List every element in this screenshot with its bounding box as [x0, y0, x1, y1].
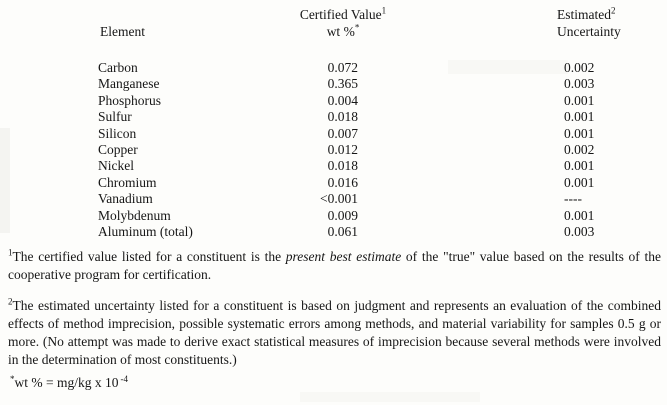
footnote-text-italic: present best estimate [285, 249, 402, 264]
element-name: Nickel [98, 158, 134, 174]
footnote-marker-2: 2 [8, 296, 13, 307]
certified-value: 0.007 [327, 125, 358, 141]
footnote-wt-percent-definition [8, 374, 661, 392]
certified-value: 0.018 [327, 109, 358, 125]
certified-value: 0.061 [327, 223, 358, 239]
table-row [0, 175, 667, 191]
estimated-uncertainty: ---- [564, 191, 582, 207]
estimated-uncertainty: 0.001 [564, 158, 595, 174]
element-name: Vanadium [98, 191, 153, 207]
certified-value: 0.365 [327, 76, 358, 92]
certified-value: 0.018 [327, 158, 358, 174]
footnote-text: of the "true" value based on the results of the cooperative program for certification. [8, 249, 661, 282]
footnote-text: The certified value listed for a constituent is the [12, 249, 286, 264]
certified-value-title-text: Certified Value [299, 7, 382, 22]
element-table-body [0, 60, 667, 240]
footnote-certified-value [8, 248, 661, 284]
certified-value: 0.012 [327, 141, 358, 157]
table-row [0, 126, 667, 142]
element-name: Carbon [98, 60, 138, 75]
estimated-uncertainty: 0.002 [564, 60, 595, 75]
estimated-uncertainty: 0.002 [564, 141, 595, 157]
element-name: Phosphorus [98, 92, 162, 108]
estimated-uncertainty: 0.001 [564, 207, 595, 223]
table-row [0, 208, 667, 224]
certified-value: 0.004 [327, 92, 358, 108]
table-row [0, 158, 667, 174]
footnote-marker-asterisk: * [10, 373, 15, 384]
estimated-uncertainty: 0.001 [564, 125, 595, 141]
exponent: -4 [120, 373, 128, 384]
element-name: Manganese [98, 76, 160, 92]
element-name: Aluminum (total) [98, 223, 193, 239]
certified-value: 0.016 [327, 174, 358, 190]
element-name: Sulfur [98, 109, 132, 125]
estimated-uncertainty: 0.003 [564, 223, 595, 239]
column-header-certified-value [243, 6, 443, 40]
certified-value-unit [243, 23, 443, 40]
certified-value: 0.009 [327, 207, 358, 223]
table-row [0, 191, 667, 207]
column-header-estimated-uncertainty [557, 6, 621, 40]
element-name: Silicon [98, 125, 137, 141]
table-row [0, 60, 667, 76]
table-row [0, 109, 667, 125]
element-name: Chromium [98, 174, 157, 190]
estimated-uncertainty: 0.001 [564, 174, 595, 190]
footnote-text: wt % = mg/kg x 10 [14, 375, 119, 390]
table-row [0, 224, 667, 240]
estimated-uncertainty: 0.001 [564, 92, 595, 108]
certified-value-title [243, 6, 443, 23]
element-name: Molybdenum [98, 207, 171, 223]
element-name: Copper [98, 141, 138, 157]
certified-value: 0.072 [327, 60, 358, 75]
estimated-uncertainty: 0.003 [564, 76, 595, 92]
estimated-uncertainty: 0.001 [564, 109, 595, 125]
footnote-marker-1: 1 [381, 5, 387, 16]
estimated-title-text: Estimated [557, 7, 611, 22]
estimated-title [557, 6, 621, 23]
table-row [0, 93, 667, 109]
table-row [0, 76, 667, 92]
estimated-subtitle: Uncertainty [557, 24, 621, 39]
footnote-estimated-uncertainty [8, 297, 661, 369]
footnote-marker-1: 1 [8, 247, 13, 258]
scan-artifact [300, 392, 480, 402]
certified-value: <0.001 [320, 191, 358, 207]
footnote-marker-2: 2 [611, 5, 616, 16]
footnote-text: The estimated uncertainty listed for a constituent is based on judgment and represents an evaluation of the combined effects of method imprecision, possible systematic errors among methods, and material variability for samples 0.5 g or more. (No attempt was made to derive exact statistical measures of imprecision because several methods were involved in the determination of most constituents.) [8, 298, 661, 367]
element-column-label: Element [100, 24, 145, 39]
column-header-element [100, 23, 145, 40]
certified-value-unit-text: wt % [326, 24, 355, 39]
footnote-marker-asterisk: * [354, 22, 360, 33]
table-row [0, 142, 667, 158]
